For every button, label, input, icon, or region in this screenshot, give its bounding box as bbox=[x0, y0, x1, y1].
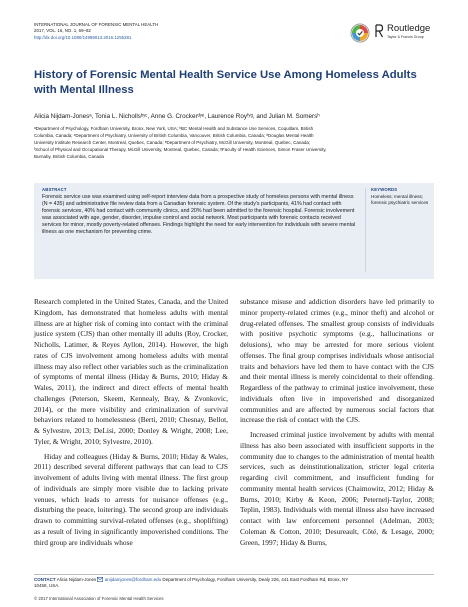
body-paragraph: Hiday and colleagues (Hiday & Burns, 2010; Hiday & Wales, 2011) described several different pathways that can lead to CJS involvement of adults living with mental illness. The first group of individuals are simply more visible due to lacking private venues, which leads to arrests for nuisance offenses (e.g., disturbing the peace, loitering). The second group are individuals drawn to committing survival-related offenses (e.g., shoplifting) as a result of living in significantly impoverished conditions. The third group are individuals whose bbox=[34, 451, 228, 547]
body-paragraph: Research completed in the United States, Canada, and the United Kingdom, has demonstrated that homeless adults with mental illness are at higher risk of coming into contact with the criminal justice system (CJS) than other mentally ill adults (Roy, Crocker, Nicholls, Latimer, & Reyes Ayllon, 2014). However, the high rates of CJS involvement among homeless adults with mental illness may also reflect other variables such as the criminalization of symptoms of mental illness (Hiday & Burns, 2010; Hiday & Wales, 2011), the indirect and direct effects of mental health challenges (Peterson, Skeem, Kennealy, Bray, & Zvonkovic, 2014), or the mere visibility and criminalization of survival behaviors related to homelessness (Berti, 2010; Chesnay, Bellot, & Sylvestre, 2013; DeLisi, 2000; Donley & Wright, 2008; Lee, Tyler, & Wright, 2010; Sylvestre, 2010). bbox=[34, 297, 228, 446]
volume-line: 2017, VOL. 16, NO. 1, 69–82 bbox=[34, 28, 91, 34]
keywords-text: Homeless; mental illness; forensic psychiatric services bbox=[371, 194, 429, 206]
abstract-text: Forensic service use was examined using self-report interview data from a prospective study of homeless persons with mental illness (N = 435) and administrative file review data from a Canadian forensic system. Of the study's participants, 41% had contact with forensic services, 40% had contact with community clinics, and 20% had been admitted to the forensic hospital. Forensic involvement was associated with age, gender, disorder, impulse control and social network. Most participants with forensic contacts received services for minor, mostly poverty-related offenses. Findings highlight the need for early intervention for individuals with severe mental illness as one mechanism for preventing crime. bbox=[42, 194, 356, 236]
publisher-name: Routledge bbox=[387, 23, 431, 34]
abstract-divider bbox=[365, 188, 366, 272]
contact-email-link[interactable]: anijdamjones@fordham.edu bbox=[104, 577, 162, 582]
body-column-left bbox=[34, 297, 228, 548]
contact-address: Department of Psychology, Fordham University, Dealy 226, 441 East Fordham Rd, Bronx, NY bbox=[162, 577, 349, 582]
affiliation-line: University Institute Research Center, Montreal, Quebec, Canada; ᵉDepartment of Psychiatry, McGill University, Montreal, Quebec, Canada; bbox=[34, 140, 311, 146]
email-icon bbox=[97, 577, 103, 582]
author-list: Alicia Nijdam-Jonesᵃ, Tonia L. Nichollsᵇʸᶜ, Anne G. Crockerᵈʸᵉ, Laurence Royᶠʸᵍ, and Julian M. Somersʰ bbox=[34, 113, 320, 120]
article-title bbox=[34, 68, 434, 97]
footer-divider bbox=[34, 574, 434, 575]
abstract-box bbox=[34, 183, 434, 279]
body-paragraph: Increased criminal justice involvement by adults with mental illness has also been associated with insufficient supports in the community due to changes to the administration of mental health services, such as deinstitutionalization, stricter legal criteria regarding civil commitment, and insufficient funding for community mental health services (Chaimowitz, 2012; Hiday & Burns, 2010; Kirby & Keon, 2006; Peternelj-Taylor, 2008; Teplin, 1983). Individuals with mental illness also have increased contact with law enforcement personnel (Adelman, 2003; Coleman & Cotton, 2010; Desureault, Côté, & Lesage, 2000; Green, 1997; Hiday & Burns, bbox=[240, 430, 434, 547]
crossmark-icon[interactable] bbox=[350, 23, 370, 43]
contact-info bbox=[34, 577, 434, 589]
body-paragraph: substance misuse and addiction disorders have led primarily to minor property-related crimes (e.g., minor theft) and alcohol or drug-related offenses. The smallest group consists of individuals with positive psychotic symptoms (e.g., hallucinations or delusions), who may be arrested for more serious violent offenses. The final group comprises individuals whose antisocial traits and behaviors have led them to have contact with the CJS and their mental illness is merely coincidental to their offending. Regardless of the pathway to criminal justice involvement, these individuals often live in impoverished and disorganized communities and are affected by numerous social factors that increase the risk of contact with the CJS. bbox=[240, 297, 434, 425]
page-header bbox=[34, 22, 434, 48]
contact-address-line-2: 10458, USA. bbox=[34, 583, 60, 589]
keywords-heading: KEYWORDS bbox=[371, 187, 398, 192]
publisher-logo bbox=[374, 23, 438, 45]
body-column-right bbox=[240, 297, 434, 548]
journal-name: INTERNATIONAL JOURNAL OF FORENSIC MENTAL HEALTH bbox=[34, 22, 159, 27]
contact-name: Alicia Nijdam-Jones bbox=[56, 577, 97, 582]
contact-label: CONTACT bbox=[34, 577, 56, 582]
doi-link[interactable]: http://dx.doi.org/10.1080/14999013.2016.1255281 bbox=[34, 34, 132, 40]
abstract-section bbox=[42, 187, 358, 237]
affiliation-line: Columbia, Canada; ᶜDepartment of Psychiatry, University of British Columbia, Vancouver, British Columbia, Canada; ᵈDouglas Mental Health bbox=[34, 133, 314, 139]
title-line-2: with Mental Illness bbox=[34, 83, 134, 96]
copyright-notice: © 2017 International Association of Forensic Mental Health Services bbox=[34, 596, 164, 601]
affiliation-line: ᶠSchool of Physical and Occupational Therapy, McGill University, Montreal, Quebec, Canada; ᵍFaculty of Health Sciences, Simon Fraser University, bbox=[34, 147, 327, 153]
title-line-1: History of Forensic Mental Health Service Use Among Homeless Adults bbox=[34, 69, 417, 81]
routledge-logo-icon bbox=[374, 24, 384, 38]
publisher-subtitle: Taylor & Francis Group bbox=[387, 35, 424, 39]
affiliations bbox=[34, 125, 434, 160]
journal-info bbox=[34, 22, 158, 41]
keywords-section bbox=[371, 187, 431, 207]
abstract-heading: ABSTRACT bbox=[42, 187, 67, 192]
affiliation-line: Burnaby, British Columbia, Canada bbox=[34, 154, 104, 160]
affiliation-line: ᵃDepartment of Psychology, Fordham University, Bronx, New York, USA; ᵇBC Mental Health and Substance Use Services, Coquitlam, British bbox=[34, 126, 314, 131]
